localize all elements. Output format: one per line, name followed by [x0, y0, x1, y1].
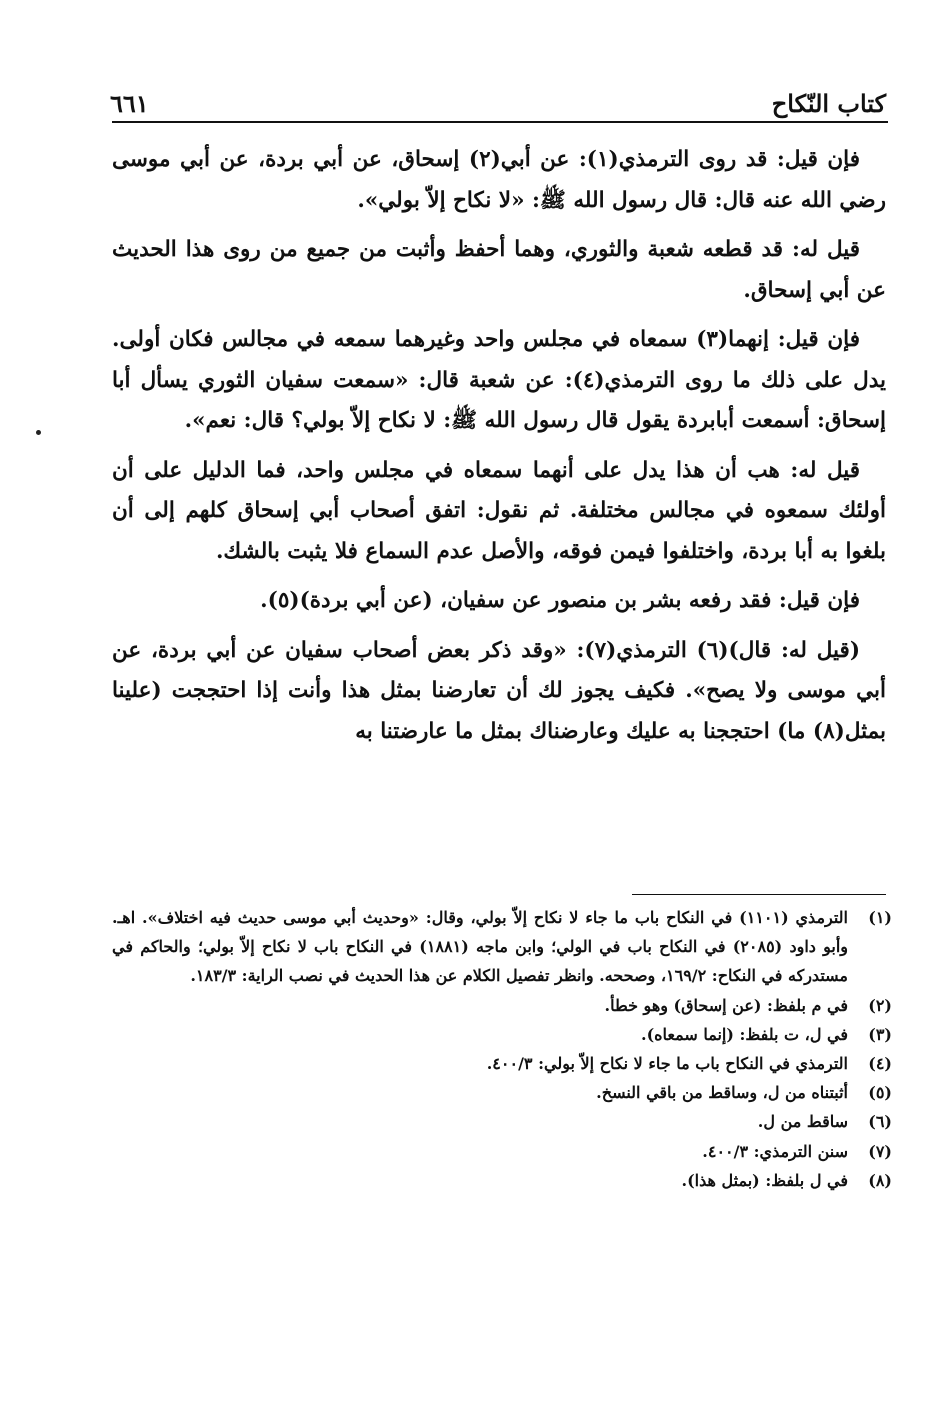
footnote	[112, 1049, 892, 1078]
footnote-text: في م بلفظ: (عن إسحاق) وهو خطأ.	[604, 995, 848, 1015]
footnotes	[112, 903, 892, 1195]
paragraph: فإن قيل: قد روى الترمذي(١): عن أبي(٢) إسحاق، عن أبي بردة، عن أبي موسى رضي الله عنه قال: قال رسول الله ﷺ: «لا نكاح إلاّ بولي».	[112, 147, 886, 213]
footnote	[112, 1166, 892, 1195]
paragraph: قيل له: قد قطعه شعبة والثوري، وهما أحفظ وأثبت من جميع من روى هذا الحديث عن أبي إسحاق.	[112, 237, 886, 303]
footnote-number: (٢)	[868, 995, 892, 1015]
main-text	[112, 140, 886, 761]
footnote	[112, 1137, 892, 1166]
footnote	[112, 1078, 892, 1107]
paragraph: فإن قيل: إنهما(٣) سمعاه في مجلس واحد وغيرهما سمعه في مجالس فكان أولى. يدل على ذلك ما روى الترمذي(٤): عن شعبة قال: «سمعت سفيان الثوري يسأل أبا إسحاق: أسمعت أبابردة يقول قال رسول الله ﷺ: لا نكاح إلاّ بولي؟ قال: نعم».	[112, 327, 887, 433]
paragraph: (قيل له: قال)(٦) الترمذي(٧): «وقد ذكر بعض أصحاب سفيان عن أبي بردة، عن أبي موسى ولا يصح». فكيف يجوز لك أن تعارضنا بمثل هذا وأنت إذا احتججت (علينا بمثل(٨) ما) احتججنا به عليك وعارضناك بمثل ما عارضتنا به	[112, 637, 886, 744]
scan-speck	[36, 430, 41, 435]
page-header	[110, 78, 886, 118]
footnote-number: (٨)	[868, 1170, 892, 1190]
running-title: كتاب النّكاح	[771, 89, 886, 118]
footnote-text: ساقط من ل.	[757, 1112, 848, 1132]
footnote-number: (١)	[868, 908, 892, 927]
footnote-rule	[632, 894, 886, 895]
header-rule	[112, 121, 888, 123]
footnote	[112, 991, 892, 1020]
footnote-text: الترمذي في النكاح باب ما جاء لا نكاح إلاّ بولي: ٤٠٠/٣.	[486, 1054, 848, 1074]
paragraph: قيل له: هب أن هذا يدل على أنهما سمعاه في مجلس واحد، فما الدليل على أن أولئك سمعوه في مجالس مختلفة. ثم نقول: اتفق أصحاب أبي إسحاق كلهم إلى أن بلغوا به أبا بردة، واختلفوا فيمن فوقه، والأصل عدم السماع فلا يثبت بالشك.	[112, 457, 886, 564]
footnote-number: (٤)	[868, 1054, 892, 1074]
footnote-text: أثبتناه من ل، وساقط من باقي النسخ.	[596, 1083, 848, 1103]
footnote	[112, 1020, 892, 1049]
footnote-number: (٣)	[868, 1024, 892, 1044]
footnote-text: سنن الترمذي: ٤٠٠/٣.	[702, 1141, 848, 1161]
footnote-text: في ل بلفظ: (بمثل هذا).	[681, 1170, 848, 1190]
footnote	[112, 1107, 892, 1136]
footnote-text: في ل، ت بلفظ: (إنما سمعاه).	[641, 1024, 848, 1044]
page-number: ٦٦١	[110, 89, 149, 118]
paragraph: فإن قيل: فقد رفعه بشر بن منصور عن سفيان، (عن أبي بردة)(٥).	[260, 588, 860, 613]
footnote-text: الترمذي (١١٠١) في النكاح باب ما جاء لا نكاح إلاّ بولي، وقال: «وحديث أبي موسى حديث فيه اختلاف». اهـ. وأبو داود (٢٠٨٥) في النكاح باب في الولي؛ وابن ماجه (١٨٨١) في النكاح باب لا نكاح إلاّ بولي؛ والحاكم في مستدركه في النكاح: ١٦٩/٢، وصححه. وانظر تفصيل الكلام عن هذا الحديث في نصب الراية: ١٨٣/٣.	[112, 908, 848, 986]
footnote-number: (٦)	[868, 1112, 892, 1132]
footnote-number: (٧)	[868, 1141, 892, 1161]
footnote	[112, 903, 892, 991]
footnote-number: (٥)	[868, 1083, 892, 1103]
